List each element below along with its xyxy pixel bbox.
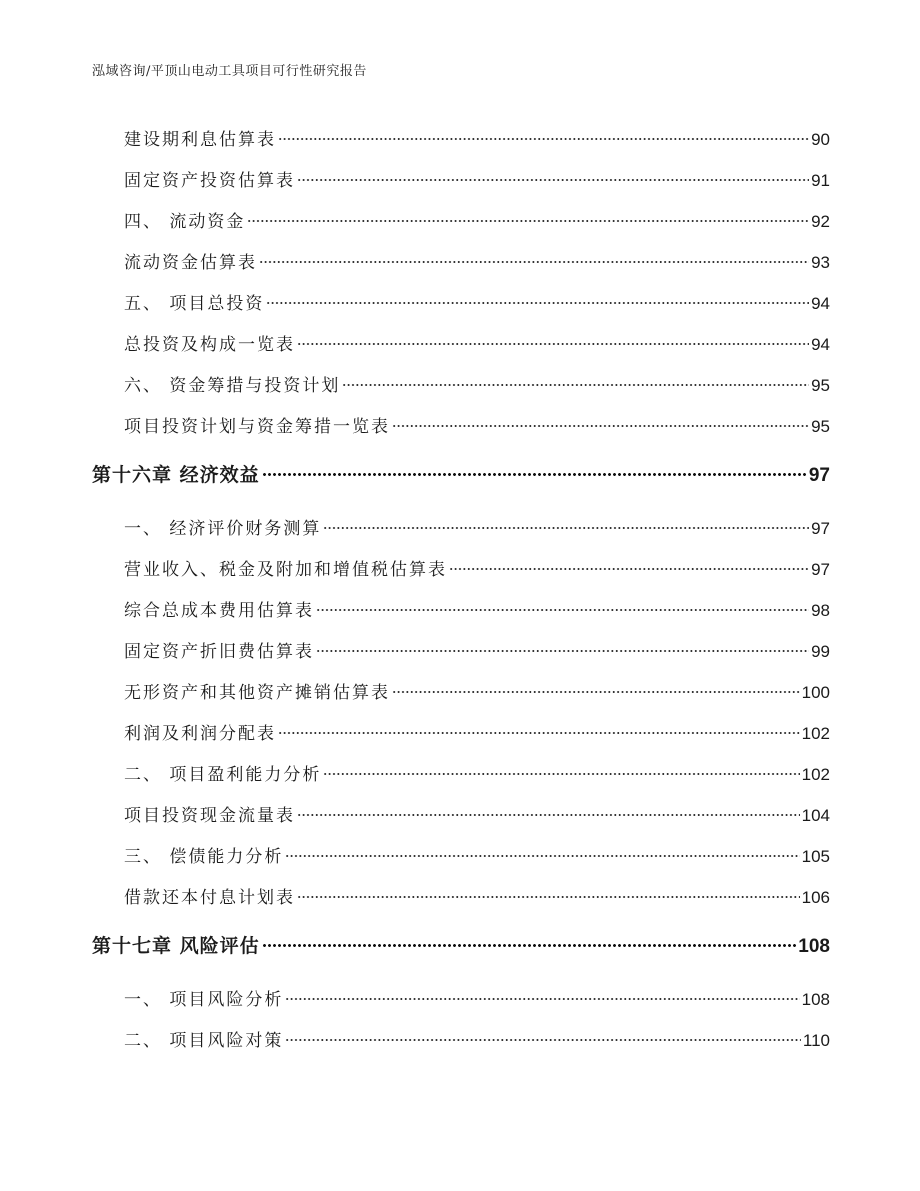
toc-entry[interactable]	[124, 371, 830, 396]
toc-entry[interactable]	[124, 985, 830, 1010]
toc-entry-title: 营业收入、税金及附加和增值税估算表	[124, 560, 447, 580]
toc-entry-title: 项目投资计划与资金筹措一览表	[124, 417, 390, 437]
toc-entry-page: 94	[811, 294, 830, 313]
toc-entry-title: 六、 资金筹措与投资计划	[124, 376, 341, 396]
toc-leader-dots	[278, 137, 809, 141]
toc-entry-page: 97	[811, 519, 830, 538]
toc-entry-page: 99	[811, 642, 830, 661]
toc-entry[interactable]	[124, 555, 830, 580]
toc-leader-dots	[323, 772, 799, 776]
toc-leader-dots	[262, 472, 807, 477]
toc-entry-page: 110	[802, 1031, 830, 1050]
toc-chapter-title: 第十六章 经济效益	[92, 464, 260, 486]
toc-leader-dots	[297, 342, 809, 346]
toc-chapter-title: 第十七章 风险评估	[92, 935, 260, 957]
toc-entry-title: 建设期利息估算表	[124, 130, 276, 150]
toc-entry-page: 97	[811, 560, 830, 579]
toc-entry-title: 总投资及构成一览表	[124, 335, 295, 355]
toc-entry-page: 108	[801, 990, 830, 1009]
toc-leader-dots	[297, 178, 809, 182]
toc-leader-dots	[316, 608, 809, 612]
toc-entry[interactable]	[124, 248, 830, 273]
toc-leader-dots	[297, 813, 800, 817]
toc-entry-page: 93	[811, 253, 830, 272]
toc-leader-dots	[285, 1038, 800, 1042]
toc-entry-title: 二、 项目盈利能力分析	[124, 765, 322, 785]
toc-entry[interactable]	[124, 637, 830, 662]
toc-leader-dots	[316, 649, 809, 653]
toc-leader-dots	[259, 260, 809, 264]
toc-entry-page: 94	[811, 335, 830, 354]
toc-entry-title: 一、 项目风险分析	[124, 990, 284, 1010]
toc-entry-title: 五、 项目总投资	[124, 294, 265, 314]
toc-entry[interactable]	[124, 760, 830, 785]
toc-entry[interactable]	[124, 125, 830, 150]
toc-entry-page: 91	[811, 171, 830, 190]
toc-entry-page: 100	[801, 683, 830, 702]
toc-entry[interactable]	[124, 207, 830, 232]
toc-entry-title: 固定资产折旧费估算表	[124, 642, 314, 662]
toc-entry-title: 二、 项目风险对策	[124, 1031, 284, 1051]
toc-leader-dots	[262, 943, 797, 948]
toc-entry[interactable]	[124, 330, 830, 355]
toc-leader-dots	[342, 383, 809, 387]
toc-entry-page: 102	[801, 765, 830, 784]
toc-leader-dots	[266, 301, 809, 305]
toc-entry-title: 三、 偿债能力分析	[124, 847, 284, 867]
toc-chapter-entry[interactable]	[92, 931, 830, 958]
toc-entry-title: 综合总成本费用估算表	[124, 601, 314, 621]
toc-entry[interactable]	[124, 514, 830, 539]
toc-entry[interactable]	[124, 719, 830, 744]
toc-entry-title: 一、 经济评价财务测算	[124, 519, 322, 539]
toc-leader-dots	[449, 567, 809, 571]
page-header: 泓域咨询/平顶山电动工具项目可行性研究报告	[92, 64, 367, 79]
toc-entry-page: 90	[811, 130, 830, 149]
toc-chapter-entry[interactable]	[92, 460, 830, 487]
toc-entry-title: 固定资产投资估算表	[124, 171, 295, 191]
toc-entry-page: 98	[811, 601, 830, 620]
toc-leader-dots	[285, 997, 799, 1001]
toc-entry[interactable]	[124, 883, 830, 908]
toc-leader-dots	[392, 424, 809, 428]
toc-entry-title: 四、 流动资金	[124, 212, 246, 232]
toc-entry[interactable]	[124, 596, 830, 621]
toc-leader-dots	[323, 526, 809, 530]
toc-leader-dots	[247, 219, 809, 223]
toc-entry-page: 105	[801, 847, 830, 866]
toc-entry[interactable]	[124, 289, 830, 314]
toc-entry[interactable]	[124, 166, 830, 191]
toc-leader-dots	[285, 854, 799, 858]
toc-entry[interactable]	[124, 801, 830, 826]
toc-entry[interactable]	[124, 1026, 830, 1051]
toc-leader-dots	[278, 731, 800, 735]
toc-entry-page: 95	[811, 376, 830, 395]
toc-leader-dots	[297, 895, 800, 899]
toc-entry-page: 92	[811, 212, 830, 231]
toc-leader-dots	[392, 690, 800, 694]
toc-entry[interactable]	[124, 842, 830, 867]
toc-entry[interactable]	[124, 678, 830, 703]
toc-entry-title: 项目投资现金流量表	[124, 806, 295, 826]
toc-chapter-page: 97	[808, 465, 830, 486]
toc-entry-title: 流动资金估算表	[124, 253, 257, 273]
toc-entry-page: 106	[801, 888, 830, 907]
toc-entry-title: 借款还本付息计划表	[124, 888, 295, 908]
toc-entry-title: 利润及利润分配表	[124, 724, 276, 744]
toc-entry[interactable]	[124, 412, 830, 437]
toc-chapter-page: 108	[798, 936, 830, 957]
toc-entry-page: 102	[801, 724, 830, 743]
toc-entry-page: 95	[811, 417, 830, 436]
toc-entry-title: 无形资产和其他资产摊销估算表	[124, 683, 390, 703]
toc-entry-page: 104	[801, 806, 830, 825]
